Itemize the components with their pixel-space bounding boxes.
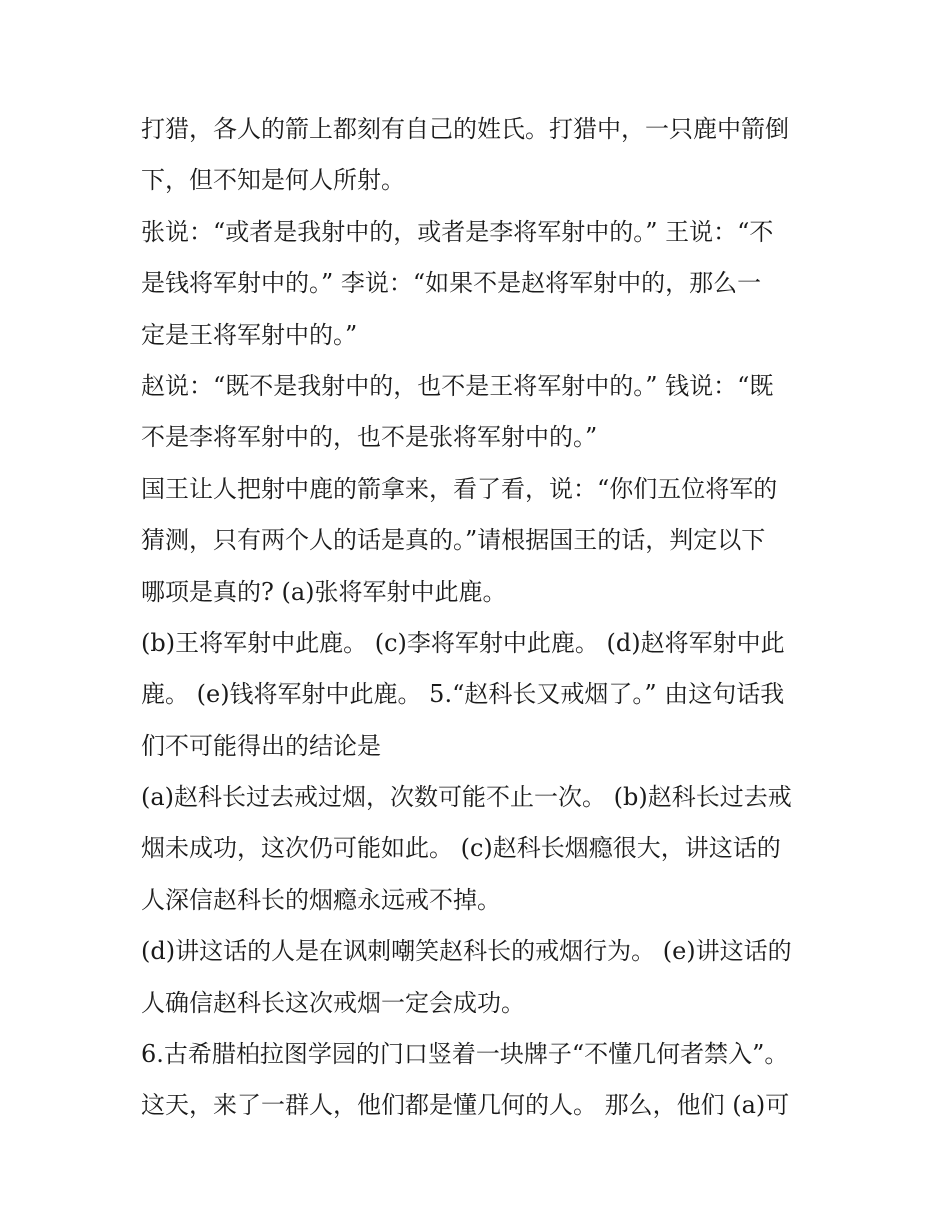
text-line: 这天，来了一群人，他们都是懂几何的人。 那么，他们 (a)可 bbox=[141, 1091, 790, 1120]
text-line: 烟未成功，这次仍可能如此。 (c)赵科长烟瘾很大，讲这话的 bbox=[141, 834, 781, 863]
text-line: 人确信赵科长这次戒烟一定会成功。 bbox=[141, 988, 525, 1017]
text-line: 猜测，只有两个人的话是真的。”请根据国王的话，判定以下 bbox=[141, 526, 766, 555]
text-line: 张说：“或者是我射中的，或者是李将军射中的。” 王说：“不 bbox=[141, 217, 774, 246]
text-line: 哪项是真的? (a)张将军射中此鹿。 bbox=[141, 577, 507, 606]
text-line: (d)讲这话的人是在讽刺嘲笑赵科长的戒烟行为。 (e)讲这话的 bbox=[141, 937, 792, 966]
text-line: 定是王将军射中的。” bbox=[141, 320, 358, 349]
text-line: 们不可能得出的结论是 bbox=[141, 731, 381, 760]
text-line: (b)王将军射中此鹿。 (c)李将军射中此鹿。 (d)赵将军射中此 bbox=[141, 628, 785, 657]
text-line: 国王让人把射中鹿的箭拿来，看了看，说：“你们五位将军的 bbox=[141, 474, 778, 503]
text-line: (a)赵科长过去戒过烟，次数可能不止一次。 (b)赵科长过去戒 bbox=[141, 783, 792, 812]
text-line: 鹿。 (e)钱将军射中此鹿。 5.“赵科长又戒烟了。” 由这句话我 bbox=[141, 680, 785, 709]
text-line: 不是李将军射中的，也不是张将军射中的。” bbox=[141, 423, 598, 452]
text-line: 下，但不知是何人所射。 bbox=[141, 166, 405, 195]
text-line: 人深信赵科长的烟瘾永远戒不掉。 bbox=[141, 885, 501, 914]
text-line: 是钱将军射中的。” 李说：“如果不是赵将军射中的，那么一 bbox=[141, 269, 762, 298]
text-line: 打猎，各人的箭上都刻有自己的姓氏。打猎中，一只鹿中箭倒 bbox=[141, 115, 789, 143]
document-body bbox=[141, 104, 821, 1132]
text-line: 6.古希腊柏拉图学园的门口竖着一块牌子“不懂几何者禁入”。 bbox=[141, 1040, 789, 1069]
text-line: 赵说：“既不是我射中的，也不是王将军射中的。” 钱说：“既 bbox=[141, 371, 774, 400]
